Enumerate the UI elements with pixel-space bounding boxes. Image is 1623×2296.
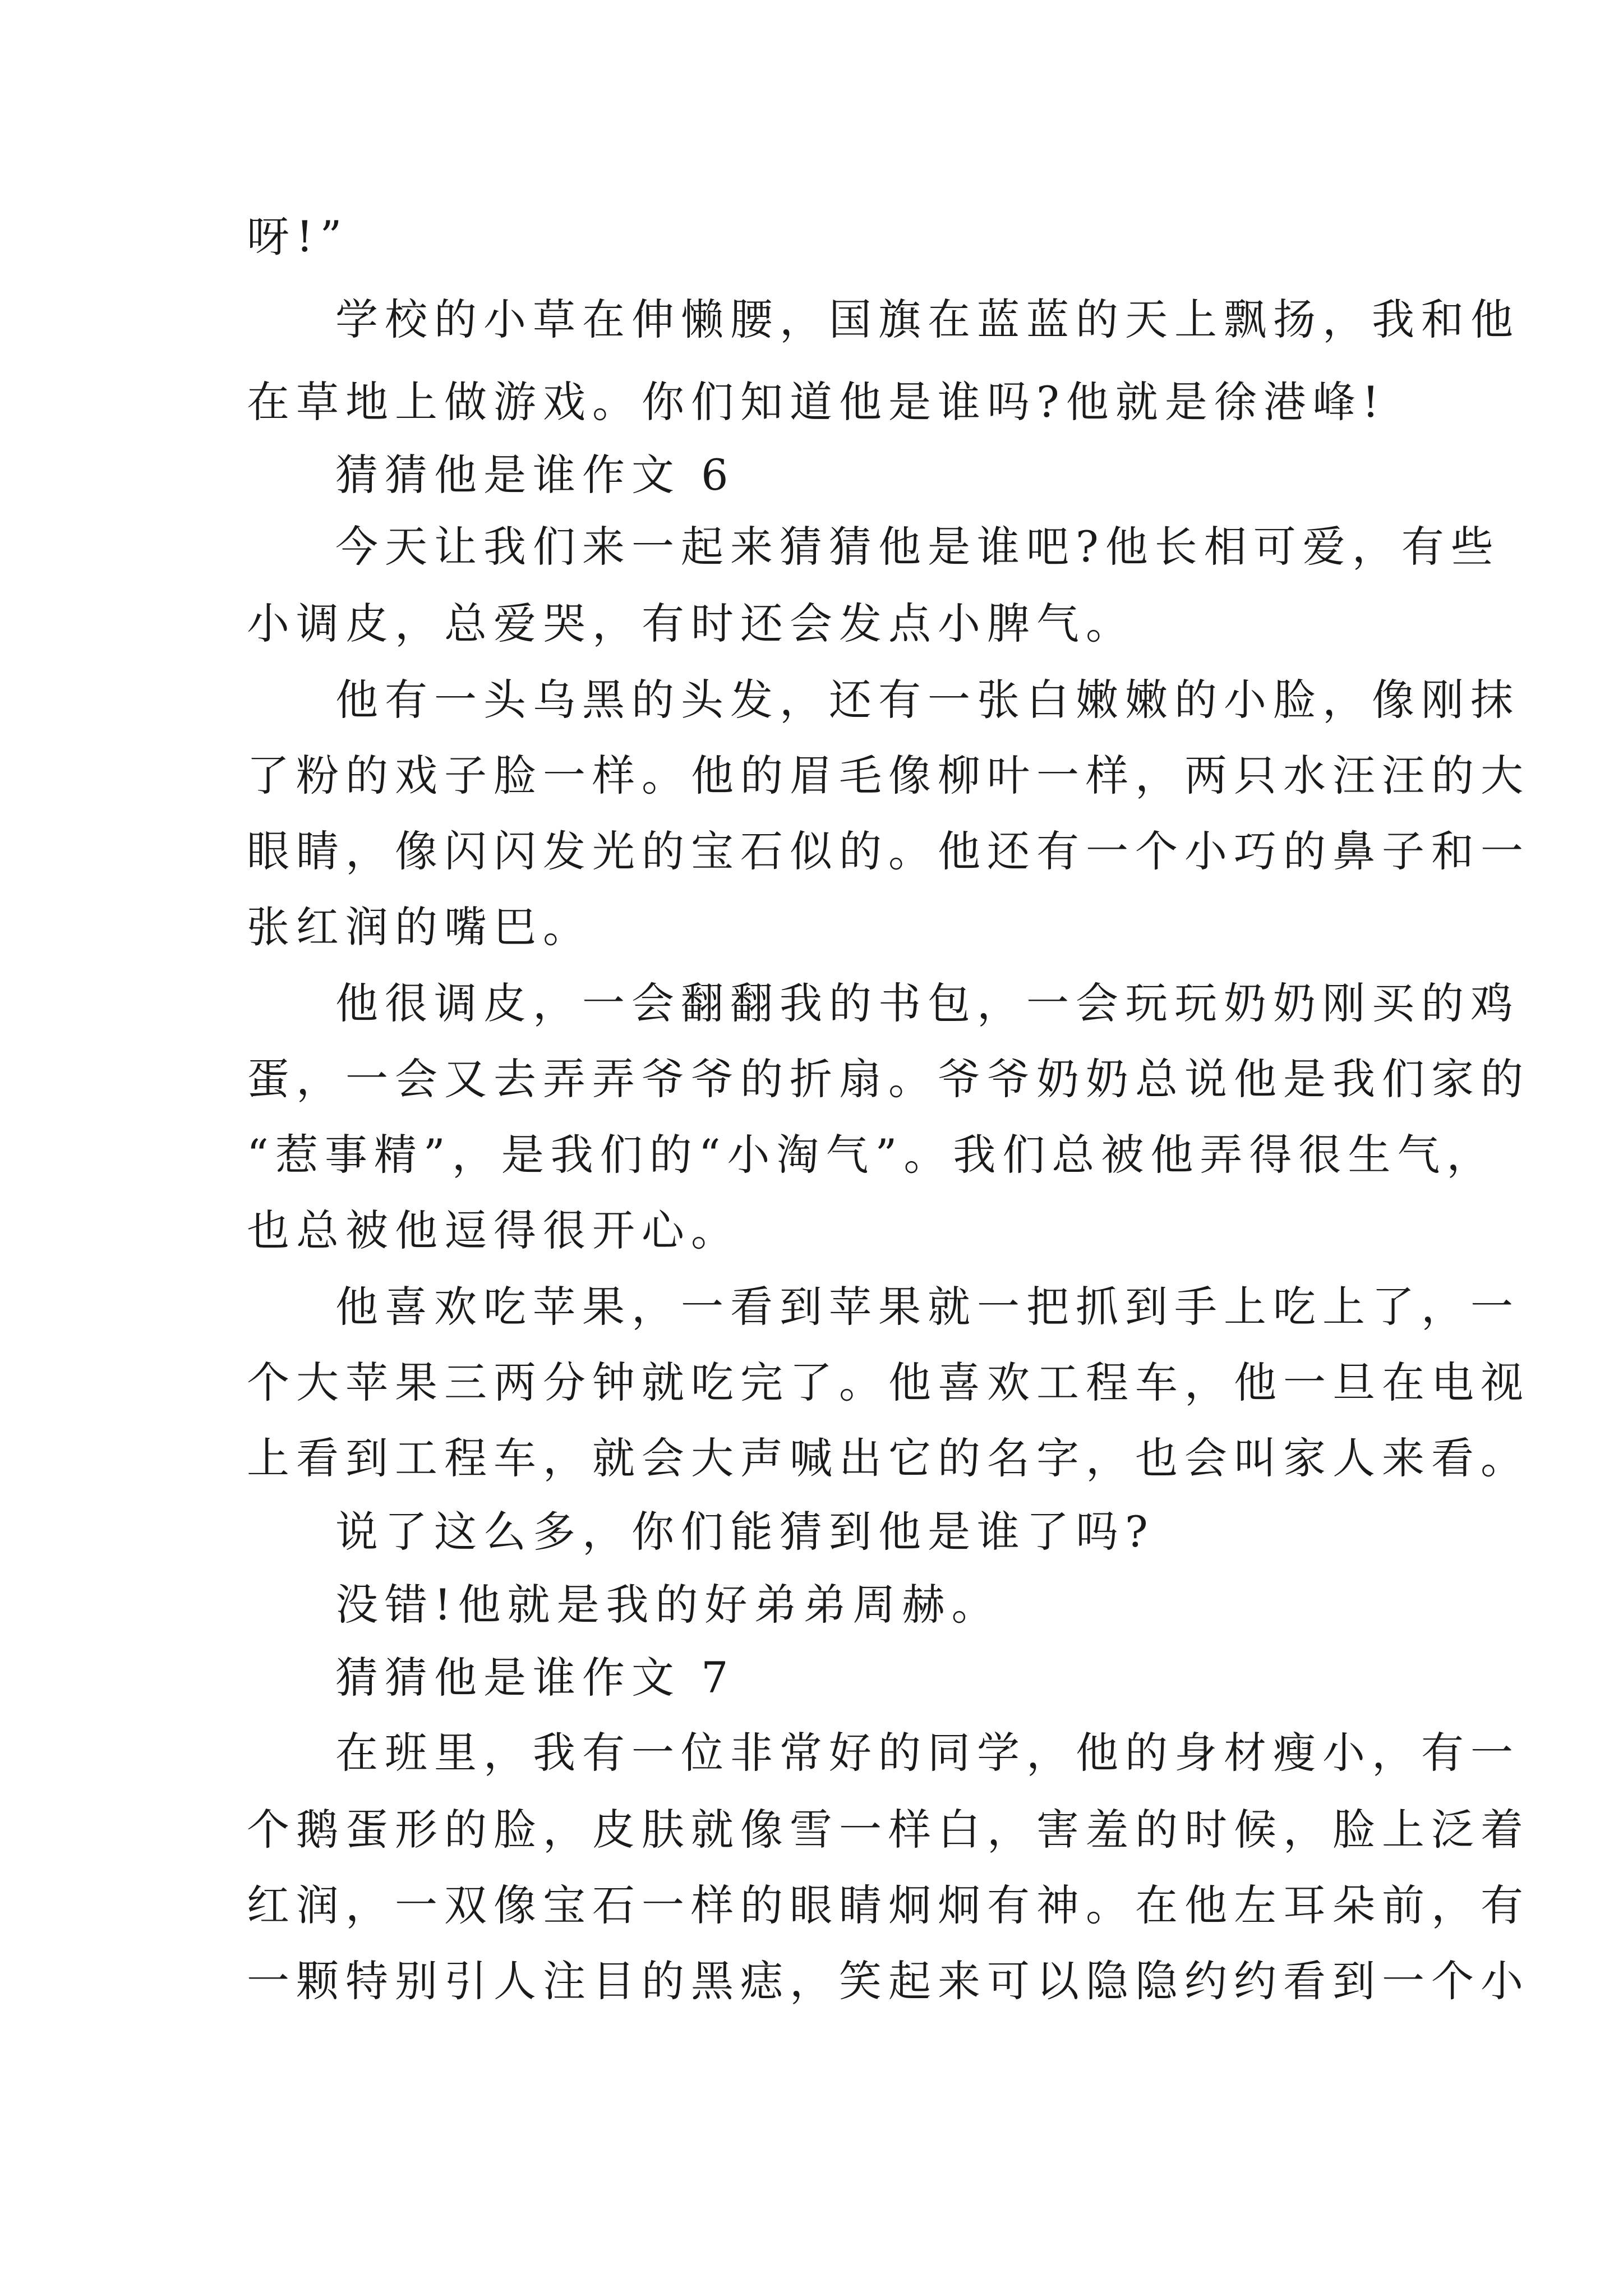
text-line-14: 也总被他逗得很开心。 [247, 1205, 740, 1255]
text-line-8: 了粉的戏子脸一样。他的眉毛像柳叶一样，两只水汪汪的大 [247, 751, 1530, 800]
text-line-17: 上看到工程车，就会大声喊出它的名字，也会叫家人来看。 [247, 1433, 1530, 1483]
text-line-21: 在班里，我有一位非常好的同学，他的身材瘦小，有一 [335, 1728, 1520, 1778]
text-line-12: 蛋，一会又去弄弄爷爷的折扇。爷爷奶奶总说他是我们家的 [247, 1054, 1530, 1104]
text-line-19: 没错!他就是我的好弟弟周赫。 [335, 1580, 1001, 1630]
text-line-7: 他有一头乌黑的头发，还有一张白嫩嫩的小脸，像刚抹 [335, 675, 1520, 725]
text-line-23: 红润，一双像宝石一样的眼睛炯炯有神。在他左耳朵前，有 [247, 1880, 1530, 1930]
text-line-3: 在草地上做游戏。你们知道他是谁吗?他就是徐港峰! [247, 377, 1386, 427]
essay-heading-7: 猜猜他是谁作文 7 [335, 1653, 735, 1703]
text-line-22: 个鹅蛋形的脸，皮肤就像雪一样白，害羞的时候，脸上泛着 [247, 1805, 1530, 1855]
text-line-6: 小调皮，总爱哭，有时还会发点小脾气。 [247, 599, 1135, 648]
text-line-5: 今天让我们来一起来猜猜他是谁吧?他长相可爱，有些 [335, 522, 1500, 572]
text-line-18: 说了这么多，你们能猜到他是谁了吗? [335, 1507, 1155, 1557]
text-line-11: 他很调皮，一会翻翻我的书包，一会玩玩奶奶刚买的鸡 [335, 978, 1520, 1028]
text-line-1: 呀!” [247, 211, 349, 261]
text-line-16: 个大苹果三两分钟就吃完了。他喜欢工程车，他一旦在电视 [247, 1358, 1530, 1407]
text-line-2: 学校的小草在伸懒腰，国旗在蓝蓝的天上飘扬，我和他 [335, 295, 1520, 344]
text-line-10: 张红润的嘴巴。 [247, 902, 592, 952]
text-line-13: “惹事精”，是我们的“小淘气”。我们总被他弄得很生气， [247, 1130, 1496, 1180]
text-line-15: 他喜欢吃苹果，一看到苹果就一把抓到手上吃上了，一 [335, 1282, 1520, 1332]
text-line-24: 一颗特别引人注目的黑痣，笑起来可以隐隐约约看到一个小 [247, 1956, 1530, 2006]
text-line-9: 眼睛，像闪闪发光的宝石似的。他还有一个小巧的鼻子和一 [247, 826, 1530, 876]
essay-heading-6: 猜猜他是谁作文 6 [335, 450, 735, 500]
